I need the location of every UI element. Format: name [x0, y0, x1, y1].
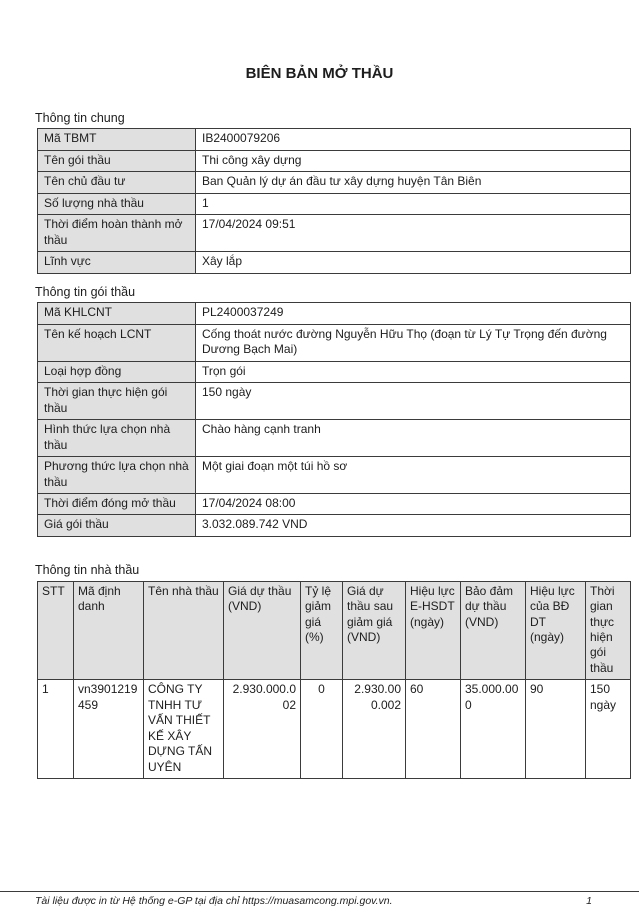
table-row [38, 252, 631, 273]
table-row [38, 361, 631, 382]
cell-ten-nha-thau: CÔNG TY TNHH TƯ VẤN THIẾT KẾ XÂY DỰNG TẤN UYÊN [144, 680, 224, 779]
field-label: Giá gói thầu [38, 515, 196, 536]
field-label: Mã TBMT [38, 129, 196, 150]
field-value: PL2400037249 [196, 303, 631, 324]
section-heading-general-info: Thông tin chung [35, 110, 125, 125]
table-row [38, 129, 631, 150]
column-header-ten-nha-thau: Tên nhà thầu [144, 581, 224, 680]
field-value: Trọn gói [196, 361, 631, 382]
field-label: Phương thức lựa chọn nhà thầu [38, 457, 196, 494]
cell-stt: 1 [38, 680, 74, 779]
field-value: 1 [196, 193, 631, 214]
section-general-info [35, 111, 630, 274]
cell-ma-dinh-danh: vn3901219459 [74, 680, 144, 779]
field-value: 17/04/2024 09:51 [196, 215, 631, 252]
column-header-gia-sau-giam-gia: Giá dự thầu sau giảm giá (VND) [343, 581, 406, 680]
column-header-ma-dinh-danh: Mã định danh [74, 581, 144, 680]
document-body [35, 111, 630, 779]
field-label: Số lượng nhà thầu [38, 193, 196, 214]
table-row [38, 324, 631, 361]
bidder-table [37, 581, 631, 780]
column-header-thoi-gian-thuc-hien: Thời gian thực hiện gói thầu [586, 581, 631, 680]
field-value: Xây lắp [196, 252, 631, 273]
field-label: Tên kế hoạch LCNT [38, 324, 196, 361]
footer-source-note: Tài liệu được in từ Hệ thống e-GP tại địa chỉ https://muasamcong.mpi.gov.vn. [35, 895, 393, 908]
field-label: Mã KHLCNT [38, 303, 196, 324]
page-footer [0, 891, 639, 909]
column-header-ty-le-giam-gia: Tỷ lệ giảm giá (%) [301, 581, 343, 680]
table-row [38, 303, 631, 324]
field-value: Chào hàng cạnh tranh [196, 420, 631, 457]
document-title: BIÊN BẢN MỞ THẦU [245, 65, 394, 83]
field-value: IB2400079206 [196, 129, 631, 150]
field-value: Một giai đoạn một túi hồ sơ [196, 457, 631, 494]
cell-ty-le-giam-gia: 0 [301, 680, 343, 779]
field-value: 150 ngày [196, 383, 631, 420]
cell-hieu-luc-ehsdt: 60 [406, 680, 461, 779]
field-value: Cống thoát nước đường Nguyễn Hữu Thọ (đoạn từ Lý Tự Trọng đến đường Dương Bạch Mai) [196, 324, 631, 361]
bidder-table-row [38, 680, 631, 779]
field-value: 3.032.089.742 VND [196, 515, 631, 536]
cell-hieu-luc-bddt: 90 [526, 680, 586, 779]
bidder-table-header-row [38, 581, 631, 680]
column-header-stt: STT [38, 581, 74, 680]
field-value: Ban Quản lý dự án đầu tư xây dựng huyện Tân Biên [196, 172, 631, 193]
cell-gia-sau-giam-gia: 2.930.000.002 [343, 680, 406, 779]
general-info-table [37, 128, 631, 273]
field-label: Loại hợp đồng [38, 361, 196, 382]
table-row [38, 172, 631, 193]
table-row [38, 150, 631, 171]
section-heading-package-info: Thông tin gói thầu [35, 284, 136, 299]
table-row [38, 383, 631, 420]
field-label: Hình thức lựa chọn nhà thầu [38, 420, 196, 457]
field-value: Thi công xây dựng [196, 150, 631, 171]
table-row [38, 420, 631, 457]
table-row [38, 457, 631, 494]
field-value: 17/04/2024 08:00 [196, 494, 631, 515]
column-header-gia-du-thau: Giá dự thầu (VND) [224, 581, 301, 680]
table-row [38, 515, 631, 536]
field-label: Lĩnh vực [38, 252, 196, 273]
table-row [38, 215, 631, 252]
document-page [0, 10, 639, 920]
section-bidder-info [35, 563, 630, 779]
field-label: Tên chủ đầu tư [38, 172, 196, 193]
field-label: Thời điểm hoàn thành mở thầu [38, 215, 196, 252]
column-header-hieu-luc-ehsdt: Hiệu lực E-HSDT (ngày) [406, 581, 461, 680]
table-row [38, 494, 631, 515]
cell-gia-du-thau: 2.930.000.002 [224, 680, 301, 779]
column-header-hieu-luc-bddt: Hiệu lực của BĐ DT (ngày) [526, 581, 586, 680]
page-number: 1 [586, 895, 592, 908]
table-row [38, 193, 631, 214]
section-heading-bidder-info: Thông tin nhà thầu [35, 562, 140, 577]
field-label: Tên gói thầu [38, 150, 196, 171]
section-package-info [35, 285, 630, 537]
cell-thoi-gian-thuc-hien: 150 ngày [586, 680, 631, 779]
package-info-table [37, 302, 631, 537]
column-header-bao-dam-du-thau: Bảo đảm dự thầu (VND) [461, 581, 526, 680]
field-label: Thời gian thực hiện gói thầu [38, 383, 196, 420]
cell-bao-dam-du-thau: 35.000.000 [461, 680, 526, 779]
field-label: Thời điểm đóng mở thầu [38, 494, 196, 515]
